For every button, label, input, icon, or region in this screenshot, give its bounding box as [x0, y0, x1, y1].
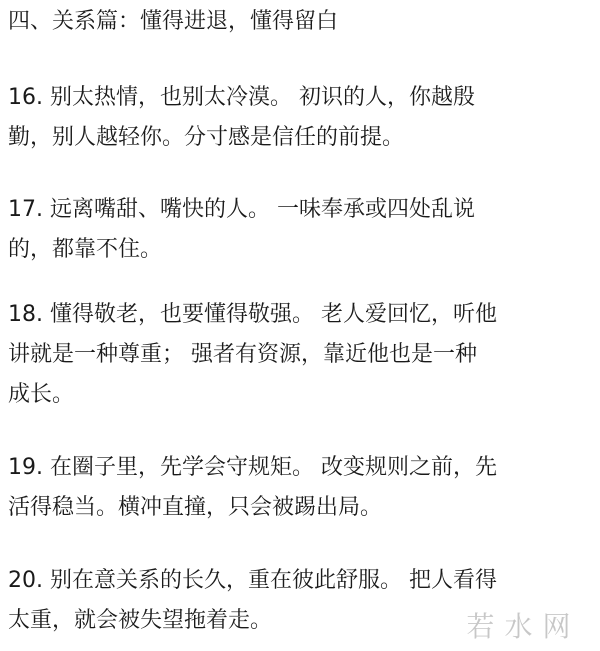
list-item-line: 16. 别太热情，也别太冷漠。 初识的人，你越殷	[8, 85, 475, 110]
list-item-line: 勤，别人越轻你。分寸感是信任的前提。	[8, 125, 405, 150]
watermark-text: 若水网	[466, 610, 581, 643]
list-item-line: 19. 在圈子里，先学会守规矩。 改变规则之前，先	[8, 455, 497, 480]
list-item-19	[8, 448, 592, 528]
list-item-18	[8, 295, 592, 415]
list-item-line: 18. 懂得敬老，也要懂得敬强。 老人爱回忆，听他	[8, 302, 497, 327]
list-item-line: 活得稳当。横冲直撞，只会被踢出局。	[8, 495, 383, 520]
list-item-16	[8, 78, 592, 158]
list-item-line: 讲就是一种尊重； 强者有资源，靠近他也是一种	[8, 342, 477, 367]
list-item-line: 17. 远离嘴甜、嘴快的人。 一味奉承或四处乱说	[8, 197, 475, 222]
list-item-line: 的，都靠不住。	[8, 237, 163, 262]
section-title: 四、关系篇：懂得进退，懂得留白	[8, 9, 339, 34]
watermark-logo	[461, 605, 586, 645]
list-item-17	[8, 190, 592, 270]
list-item-line: 成长。	[8, 382, 75, 407]
list-item-line: 太重，就会被失望拖着走。	[8, 608, 273, 633]
list-item-line: 20. 别在意关系的长久，重在彼此舒服。 把人看得	[8, 568, 497, 593]
